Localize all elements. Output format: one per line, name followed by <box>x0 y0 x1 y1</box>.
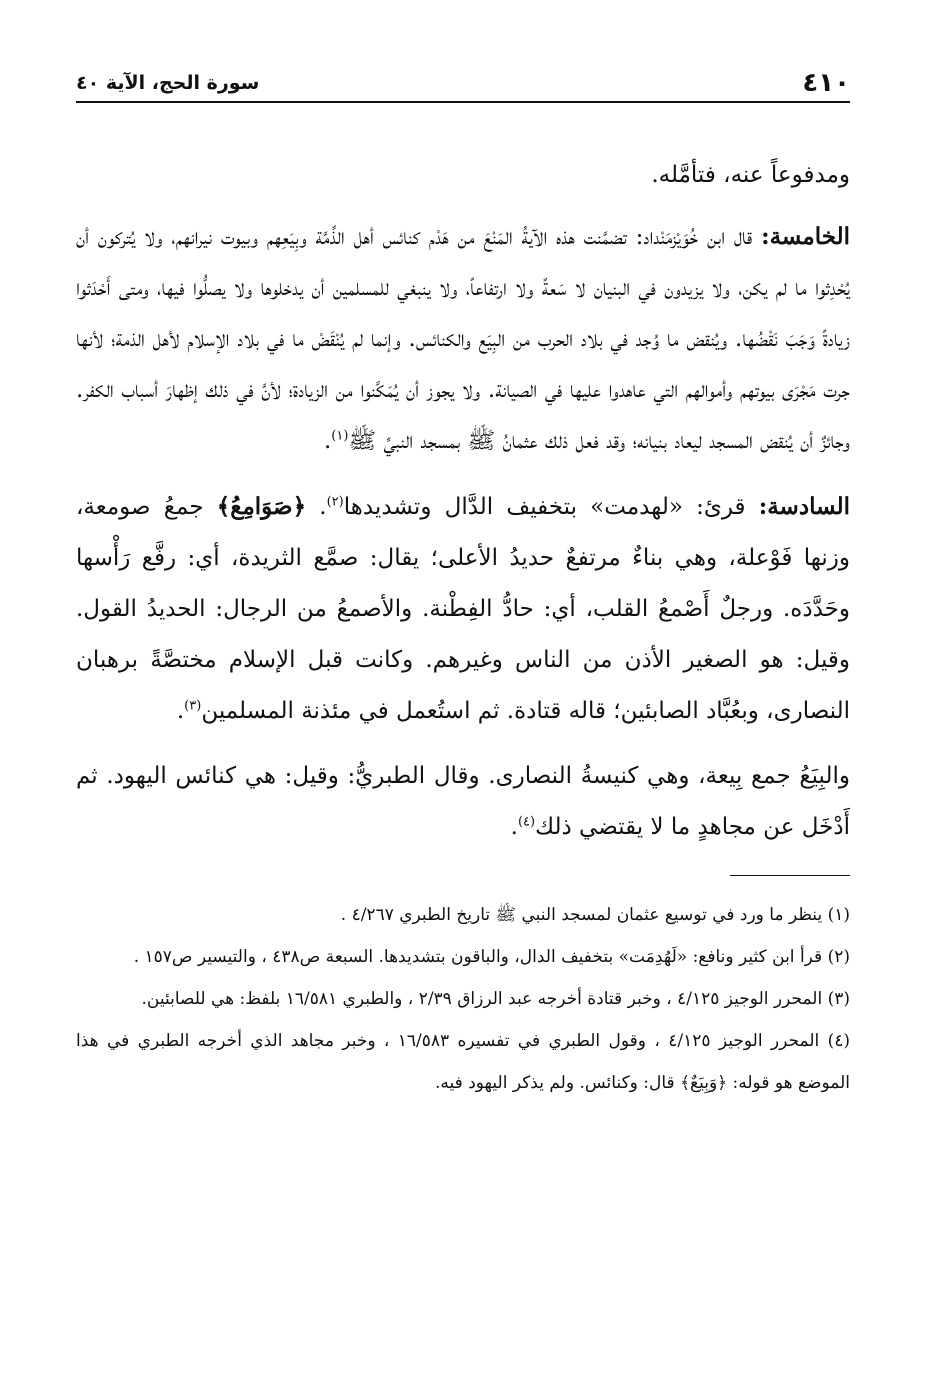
main-text <box>76 150 850 853</box>
paragraph-text: جمعُ صومعة، وزنها فَوْعلة، وهي بناءٌ مرتفعٌ حديدُ الأعلى؛ يقال: صمَّع الثريدة، أي: رفَّع رَأْسها وحَدَّدَه. ورجلٌ أَصْمعُ القلب، أي: حادُّ الفِطْنة. والأصمعُ من الرجال: الحديدُ القول. وقيل: هو الصغير الأذن من الناس وغيرهم. وكانت قبل الإسلام مختصَّةً برهبان النصارى، وبعُبَّاد الصابئين؛ قاله قتادة. ثم استُعمل في مئذنة المسلمين <box>76 494 850 724</box>
footnote-ref: (٢) <box>326 494 344 510</box>
page <box>76 60 850 1104</box>
footnote: (٣) المحرر الوجيز ٤/١٢٥ ، وخبر قتادة أخرجه عبد الرزاق ٢/٣٩ ، والطبري ١٦/٥٨١ بلفظ: هي للصابئين. <box>141 989 850 1009</box>
footnotes <box>76 894 850 1104</box>
footnote: (٢) قرأ ابن كثير ونافع: «لَهُدِمَت» بتخفيف الدال، والباقون بتشديدها. السبعة ص٤٣٨ ، والتيسير ص١٥٧ . <box>133 947 850 967</box>
paragraph-end: . <box>510 814 518 840</box>
footnote-separator <box>730 875 850 876</box>
paragraph-text: والبِيَعُ جمع بِيعة، وهي كنيسةُ النصارى. وقال الطبريُّ: وقيل: هي كنائس اليهود. ثم أَدْخَل عن مجاهدٍ ما لا يقتضي ذلك <box>76 763 850 840</box>
footnote: (٤) المحرر الوجيز ٤/١٢٥ ، وقول الطبري في تفسيره ١٦/٥٨٣ ، وخبر مجاهد الذي أخرجه الطبري في هذا الموضع هو قوله: ﴿وَبِيَعٌ﴾ قال: وكنائس. ولم يذكر اليهود فيه. <box>76 1031 851 1093</box>
paragraph-end: . <box>176 698 185 724</box>
running-head: سورة الحج، الآية ٤٠ <box>76 72 260 94</box>
paragraph <box>76 150 850 201</box>
paragraph-text: ومدفوعاً عنه، فتأمَّله. <box>651 162 850 188</box>
paragraph-text: قال ابن خُوَيْزمَنْداد: تضمَّنت هذه الآيةُ المَنْعَ من هَدْم كنائس أهل الذِّمَّة وبِيَعِهم وبيوت نيرانهم، ولا يُتركون أن يُحْدِثوا ما لم يكن، ولا يزيدون في البنيان لا سَعةً ولا ارتفاعاً، ولا ينبغي للمسلمين أن يدخلوها ولا يصلُّوا فيها، ومتى أَحْدَثوا زيادةً وَجَبَ نَقْضُها. ويُنقض ما وُجد في بلاد الحرب من البِيَع والكنائس. وإنما لم يُنْقَضْ ما في بلاد الإسلام لأهل الذمة؛ لأنها جرت مَجْرَى بيوتهم وأموالهم التي عاهدوا عليها في الصيانة. ولا يجوز أن يُمَكَّنوا من الزيادة؛ لأنَّ في ذلك إظهارَ أسباب الكفر. وجائزٌ أن يُنقض المسجد ليعاد بنيانه؛ وقد فعل ذلك عثمانُ ﷺ بمسجد النبيِّ ﷺ <box>76 224 850 454</box>
paragraph-sixth <box>76 481 850 737</box>
footnote-ref: (١) <box>331 428 349 444</box>
paragraph-fifth <box>76 211 850 467</box>
page-number: ٤١٠ <box>802 68 850 98</box>
page-header <box>76 60 850 100</box>
footnote: (١) ينظر ما ورد في توسيع عثمان لمسجد النبي ﷺ تاريخ الطبري ٤/٢٦٧ . <box>340 905 850 925</box>
paragraph-separator: . <box>306 494 327 520</box>
paragraph <box>76 751 850 853</box>
footnote-ref: (٣) <box>184 698 202 714</box>
section-label: الخامسة: <box>761 223 850 250</box>
quran-word: ﴿صَوَامِعُ﴾ <box>216 493 307 520</box>
paragraph-end: . <box>323 428 332 454</box>
footnote-ref: (٤) <box>517 814 536 830</box>
paragraph-text: قرئ: «لهدمت» بتخفيف الدَّال وتشديدها <box>343 494 759 520</box>
section-label: السادسة: <box>758 493 850 520</box>
header-rule <box>76 101 850 103</box>
